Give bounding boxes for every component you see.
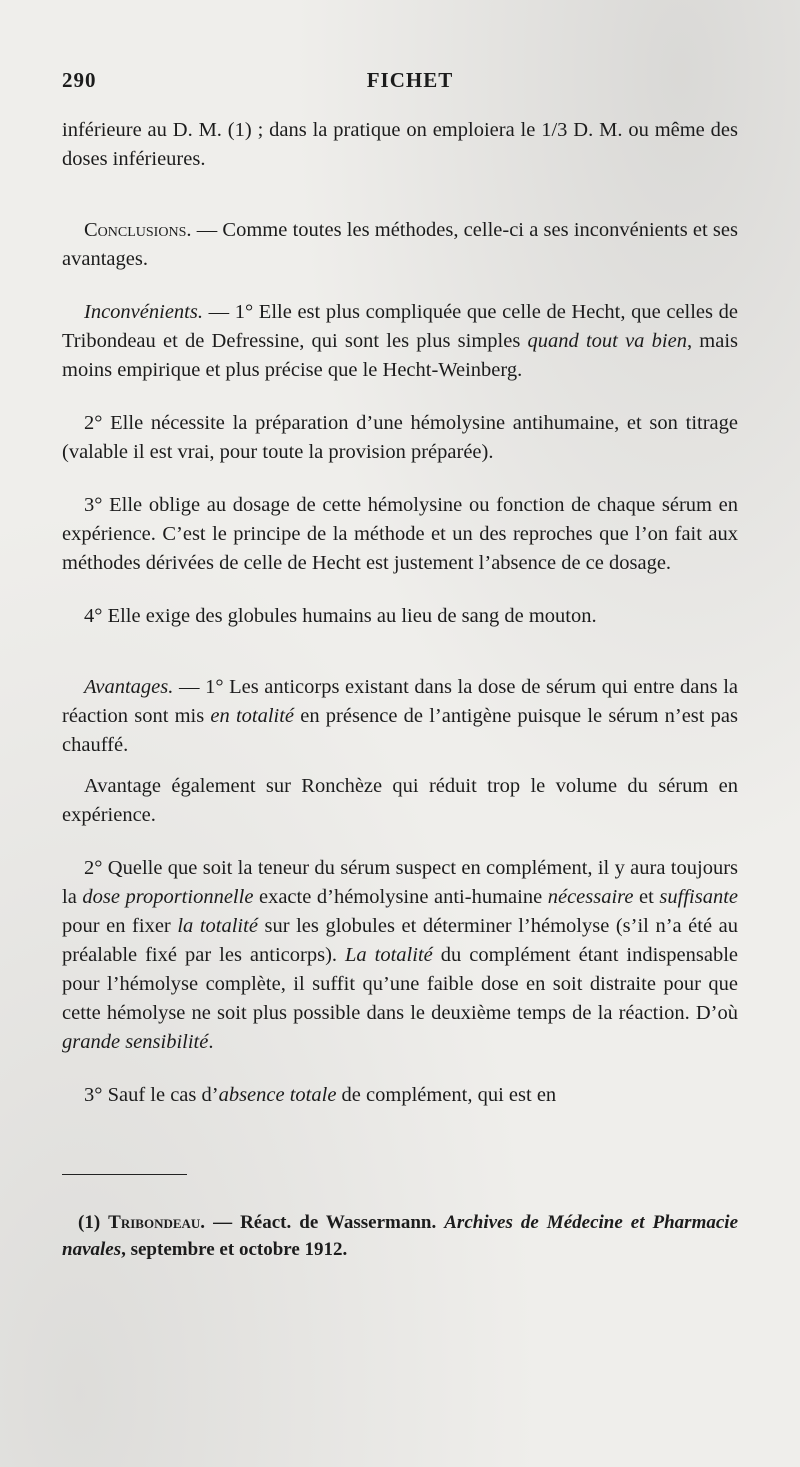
paragraph-avantages-2: 2° Quelle que soit la teneur du sérum suspect en complément, il y aura toujours la dose proportionnelle exacte d’hémolysine anti-humaine nécessaire et suffisante pour en fixer la totalité sur les globules et déterminer l’hémolyse (s’il n’a été au préalable fixé par les anticorps). La totalité du complément étant indispensable pour l’hémolyse complète, il suffit qu’une faible dose en soit distraite pour que cette hémolyse ne soit plus possible dans le deuxième temps de la réaction. D’où grande sensibilité.	[62, 857, 738, 1053]
footnote-journal: Archives de Médecine et Pharmacie navales	[62, 1212, 739, 1260]
paragraph-inconvenients-4: 4° Elle exige des globules humains au lieu de sang de mouton.	[84, 605, 597, 627]
inconvenients-lead: Inconvénients.	[84, 301, 203, 323]
paragraph-inconvenients-3: 3° Elle oblige au dosage de cette hémolysine ou fonction de chaque sérum en expérience. C’est le principe de la méthode et un des reproches que l’on fait aux méthodes dérivées de celle de Hecht est justement l’absence de ce dosage.	[62, 494, 738, 574]
paragraph-avantage-ronchese: Avantage également sur Ronchèze qui réduit trop le volume du sérum en expérience.	[62, 775, 738, 826]
paragraph-avantages-1: Avantages. — 1° Les anticorps existant dans la dose de sérum qui entre dans la réaction sont mis en totalité en présence de l’antigène puisque le sérum n’est pas chauffé.	[62, 676, 738, 756]
paragraph-avantages-3: 3° Sauf le cas d’absence totale de complément, qui est en	[84, 1084, 557, 1106]
conclusions-lead: Conclusions.	[84, 219, 192, 241]
footnote-author: Tribondeau.	[108, 1212, 206, 1233]
avantages-lead: Avantages.	[84, 676, 174, 698]
running-title: FICHET	[366, 68, 454, 92]
paragraph-continuation: inférieure au D. M. (1) ; dans la pratique on emploiera le 1/3 D. M. ou même des doses inférieures.	[62, 119, 738, 170]
footnote-divider	[62, 1174, 187, 1175]
paragraph-inconvenients-1: Inconvénients. — 1° Elle est plus compliquée que celle de Hecht, que celles de Tribondeau et de Defressine, qui sont les plus simples quand tout va bien, mais moins empirique et plus précise que le Hecht-Weinberg.	[62, 301, 739, 381]
paragraph-conclusions: Conclusions. — Comme toutes les méthodes, celle-ci a ses inconvénients et ses avantages.	[62, 219, 738, 270]
footnote: (1) Tribondeau. — Réact. de Wassermann. Archives de Médecine et Pharmacie navales, septembre et octobre 1912.	[62, 1212, 739, 1260]
paragraph-inconvenients-2: 2° Elle nécessite la préparation d’une hémolysine antihumaine, et son titrage (valable il est vrai, pour toute la provision préparée).	[62, 412, 738, 463]
page-number: 290	[62, 68, 97, 92]
running-head	[62, 68, 738, 98]
body-text	[62, 116, 738, 1110]
